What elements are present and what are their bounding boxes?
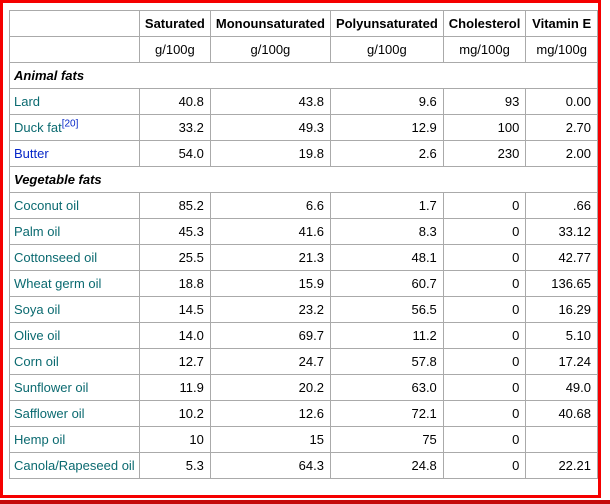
value-cell: 16.29	[526, 297, 598, 323]
fat-label-cell	[10, 401, 140, 427]
value-cell: 0	[443, 245, 526, 271]
value-cell: 56.5	[330, 297, 443, 323]
table-row	[10, 141, 598, 167]
fat-link-hemp-oil[interactable]: Hemp oil	[14, 432, 66, 447]
value-cell: 0	[443, 323, 526, 349]
table-row	[10, 115, 598, 141]
fat-label-cell	[10, 349, 140, 375]
units-row	[10, 37, 598, 63]
value-cell: 33.12	[526, 219, 598, 245]
value-cell: 93	[443, 89, 526, 115]
fat-label-cell	[10, 323, 140, 349]
units-corner-cell	[10, 37, 140, 63]
value-cell: 0	[443, 427, 526, 453]
value-cell: 0	[443, 271, 526, 297]
table-row	[10, 453, 598, 479]
value-cell: 20.2	[210, 375, 330, 401]
fat-link-lard[interactable]: Lard	[14, 94, 41, 109]
column-header-vitamin-e: Vitamin E	[526, 11, 598, 37]
value-cell: 12.9	[330, 115, 443, 141]
table-header	[10, 11, 598, 63]
value-cell: 12.7	[139, 349, 210, 375]
unit-cell: g/100g	[330, 37, 443, 63]
section-title: Vegetable fats	[10, 167, 598, 193]
section-row	[10, 167, 598, 193]
value-cell: 8.3	[330, 219, 443, 245]
value-cell: 49.3	[210, 115, 330, 141]
fat-link-cottonseed-oil[interactable]: Cottonseed oil	[14, 250, 98, 265]
table-row	[10, 375, 598, 401]
value-cell: 63.0	[330, 375, 443, 401]
fat-composition-table	[9, 10, 598, 479]
value-cell: 15.9	[210, 271, 330, 297]
value-cell: 0	[443, 349, 526, 375]
value-cell: 45.3	[139, 219, 210, 245]
fat-label-cell	[10, 453, 140, 479]
value-cell: 0	[443, 193, 526, 219]
table-row	[10, 245, 598, 271]
value-cell: 11.9	[139, 375, 210, 401]
unit-cell: g/100g	[210, 37, 330, 63]
value-cell: 2.00	[526, 141, 598, 167]
fat-link-wheat-germ-oil[interactable]: Wheat germ oil	[14, 276, 102, 291]
corner-cell	[10, 11, 140, 37]
section-title: Animal fats	[10, 63, 598, 89]
value-cell: 43.8	[210, 89, 330, 115]
fat-label-cell	[10, 89, 140, 115]
value-cell: 136.65	[526, 271, 598, 297]
table-row	[10, 297, 598, 323]
fat-link-olive-oil[interactable]: Olive oil	[14, 328, 61, 343]
bottom-red-rule	[0, 500, 610, 504]
table-row	[10, 193, 598, 219]
value-cell: 0.00	[526, 89, 598, 115]
fat-label-cell	[10, 141, 140, 167]
fat-link-corn-oil[interactable]: Corn oil	[14, 354, 59, 369]
fat-label-cell	[10, 245, 140, 271]
value-cell: 40.8	[139, 89, 210, 115]
value-cell: 0	[443, 453, 526, 479]
value-cell	[526, 427, 598, 453]
value-cell: 1.7	[330, 193, 443, 219]
column-header-monounsaturated: Monounsaturated	[210, 11, 330, 37]
value-cell: 10	[139, 427, 210, 453]
value-cell: 2.6	[330, 141, 443, 167]
value-cell: 64.3	[210, 453, 330, 479]
fat-link-canola-rapeseed-oil[interactable]: Canola/Rapeseed oil	[14, 458, 135, 473]
value-cell: .66	[526, 193, 598, 219]
unit-cell: g/100g	[139, 37, 210, 63]
value-cell: 12.6	[210, 401, 330, 427]
value-cell: 2.70	[526, 115, 598, 141]
value-cell: 0	[443, 401, 526, 427]
value-cell: 18.8	[139, 271, 210, 297]
fat-label-cell	[10, 115, 140, 141]
fat-link-sunflower-oil[interactable]: Sunflower oil	[14, 380, 89, 395]
value-cell: 54.0	[139, 141, 210, 167]
fat-link-duck-fat[interactable]: Duck fat	[14, 120, 62, 135]
table-body	[10, 63, 598, 479]
value-cell: 23.2	[210, 297, 330, 323]
value-cell: 60.7	[330, 271, 443, 297]
value-cell: 21.3	[210, 245, 330, 271]
value-cell: 17.24	[526, 349, 598, 375]
fat-label-cell	[10, 375, 140, 401]
value-cell: 6.6	[210, 193, 330, 219]
value-cell: 33.2	[139, 115, 210, 141]
value-cell: 14.5	[139, 297, 210, 323]
unit-cell: mg/100g	[526, 37, 598, 63]
value-cell: 72.1	[330, 401, 443, 427]
value-cell: 40.68	[526, 401, 598, 427]
value-cell: 11.2	[330, 323, 443, 349]
value-cell: 230	[443, 141, 526, 167]
value-cell: 85.2	[139, 193, 210, 219]
value-cell: 24.8	[330, 453, 443, 479]
value-cell: 57.8	[330, 349, 443, 375]
fat-link-soya-oil[interactable]: Soya oil	[14, 302, 61, 317]
value-cell: 0	[443, 297, 526, 323]
value-cell: 14.0	[139, 323, 210, 349]
unit-cell: mg/100g	[443, 37, 526, 63]
value-cell: 100	[443, 115, 526, 141]
value-cell: 48.1	[330, 245, 443, 271]
fat-link-butter[interactable]: Butter	[14, 146, 49, 161]
fat-label-cell	[10, 297, 140, 323]
table-row	[10, 323, 598, 349]
value-cell: 0	[443, 375, 526, 401]
table-row	[10, 427, 598, 453]
table-row	[10, 271, 598, 297]
value-cell: 42.77	[526, 245, 598, 271]
fat-label-cell	[10, 427, 140, 453]
column-header-polyunsaturated: Polyunsaturated	[330, 11, 443, 37]
value-cell: 15	[210, 427, 330, 453]
fat-label-cell	[10, 193, 140, 219]
fat-link-coconut-oil[interactable]: Coconut oil	[14, 198, 80, 213]
reference-link[interactable]: [20]	[61, 118, 79, 130]
value-cell: 25.5	[139, 245, 210, 271]
table-row	[10, 401, 598, 427]
value-cell: 5.3	[139, 453, 210, 479]
value-cell: 22.21	[526, 453, 598, 479]
value-cell: 10.2	[139, 401, 210, 427]
section-row	[10, 63, 598, 89]
header-row	[10, 11, 598, 37]
fat-link-palm-oil[interactable]: Palm oil	[14, 224, 61, 239]
column-header-saturated: Saturated	[139, 11, 210, 37]
value-cell: 9.6	[330, 89, 443, 115]
table-row	[10, 89, 598, 115]
value-cell: 69.7	[210, 323, 330, 349]
table-row	[10, 219, 598, 245]
fat-label-cell	[10, 271, 140, 297]
value-cell: 41.6	[210, 219, 330, 245]
column-header-cholesterol: Cholesterol	[443, 11, 526, 37]
value-cell: 75	[330, 427, 443, 453]
table-row	[10, 349, 598, 375]
value-cell: 5.10	[526, 323, 598, 349]
fat-link-safflower-oil[interactable]: Safflower oil	[14, 406, 85, 421]
fat-label-cell	[10, 219, 140, 245]
value-cell: 24.7	[210, 349, 330, 375]
value-cell: 49.0	[526, 375, 598, 401]
value-cell: 19.8	[210, 141, 330, 167]
value-cell: 0	[443, 219, 526, 245]
